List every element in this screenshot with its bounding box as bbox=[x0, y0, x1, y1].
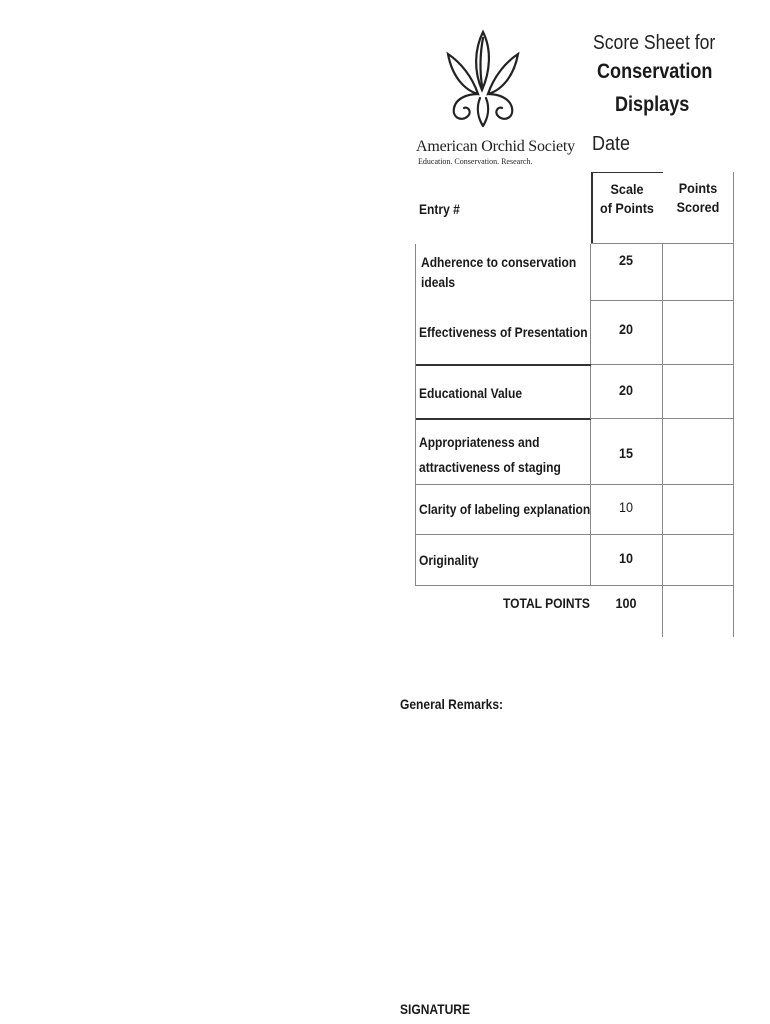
col-header-scale-line2: of Points bbox=[600, 200, 654, 216]
org-name: American Orchid Society bbox=[416, 138, 575, 155]
criterion-label: ideals bbox=[421, 274, 456, 290]
scale-points: 20 bbox=[618, 382, 634, 398]
scale-points: 10 bbox=[618, 499, 634, 515]
criterion-label: Educational Value bbox=[419, 385, 523, 401]
points-scored-cell[interactable] bbox=[664, 486, 732, 533]
aos-logo bbox=[398, 28, 575, 173]
general-remarks-label: General Remarks: bbox=[400, 696, 504, 712]
criterion-label: Effectiveness of Presentation bbox=[419, 324, 588, 340]
table-rule bbox=[416, 484, 734, 485]
col-header-scored bbox=[667, 180, 730, 215]
col-header-scale bbox=[596, 181, 659, 216]
entry-number-label: Entry # bbox=[419, 201, 460, 217]
table-rule bbox=[416, 585, 734, 586]
criterion-label: Originality bbox=[419, 552, 479, 568]
table-rule bbox=[662, 244, 663, 637]
criterion-label: attractiveness of staging bbox=[419, 459, 561, 475]
org-tagline: Education. Conservation. Research. bbox=[418, 157, 533, 166]
points-scored-cell[interactable] bbox=[664, 302, 732, 363]
table-rule bbox=[416, 534, 734, 535]
table-rule bbox=[590, 418, 734, 419]
points-scored-cell[interactable] bbox=[664, 536, 732, 584]
points-scored-cell[interactable] bbox=[664, 420, 732, 483]
points-scored-cell[interactable] bbox=[664, 245, 732, 299]
table-rule bbox=[591, 172, 593, 244]
table-rule bbox=[591, 172, 663, 173]
col-header-scored-line2: Scored bbox=[676, 199, 720, 215]
date-label: Date bbox=[592, 133, 631, 155]
scale-points: 20 bbox=[618, 321, 634, 337]
criterion-label: Adherence to conservation bbox=[421, 254, 577, 270]
table-rule bbox=[590, 364, 734, 365]
table-rule bbox=[416, 418, 591, 420]
scale-points: 15 bbox=[618, 445, 634, 461]
total-points-value: 100 bbox=[615, 595, 637, 611]
criterion-label: Appropriateness and bbox=[419, 434, 540, 450]
orchid-logo-icon bbox=[438, 28, 528, 133]
scale-points: 25 bbox=[618, 252, 634, 268]
page-title-line3: Displays bbox=[615, 93, 690, 116]
total-points-label: TOTAL POINTS bbox=[503, 595, 590, 611]
table-rule bbox=[590, 300, 734, 301]
signature-label: SIGNATURE bbox=[400, 1001, 471, 1017]
total-points-scored-cell[interactable] bbox=[664, 587, 732, 636]
page-title-line1: Score Sheet for bbox=[593, 32, 716, 54]
criterion-label: Clarity of labeling explanation bbox=[419, 501, 591, 517]
col-header-scored-line1: Points bbox=[678, 180, 718, 196]
points-scored-cell[interactable] bbox=[664, 366, 732, 417]
col-header-scale-line1: Scale bbox=[610, 181, 644, 197]
table-rule bbox=[733, 172, 734, 637]
page-title-line2: Conservation bbox=[597, 60, 713, 83]
table-rule bbox=[416, 364, 591, 366]
scale-points: 10 bbox=[618, 550, 634, 566]
